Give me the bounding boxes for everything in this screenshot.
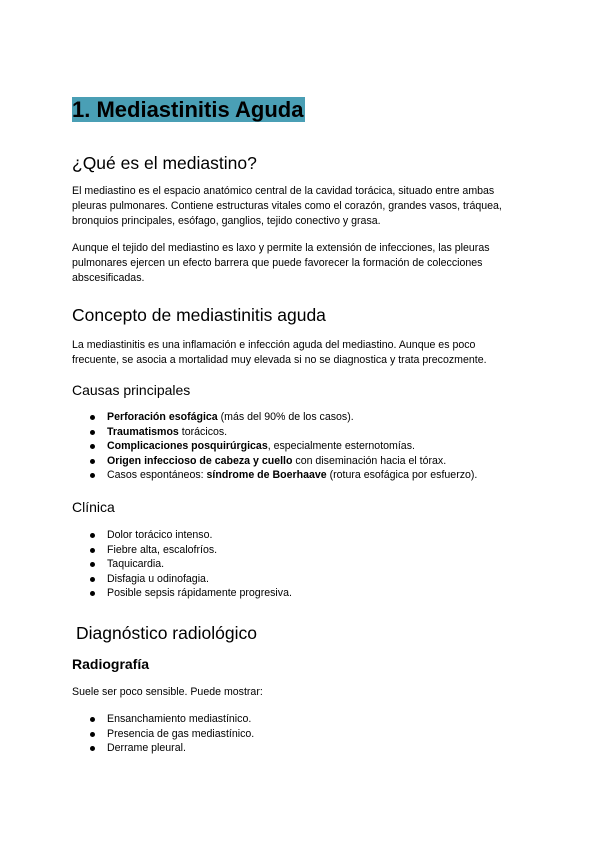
bullet-icon: [90, 746, 95, 751]
list-item: [72, 586, 542, 601]
bullet-icon: [90, 444, 95, 449]
paragraph-line: La mediastinitis es una inflamación e infección aguda del mediastino. Aunque es poco: [72, 339, 476, 351]
list-item: [72, 425, 542, 440]
list-item: [72, 439, 542, 454]
bullet-icon: [90, 717, 95, 722]
list-item: [72, 454, 542, 469]
bullet-icon: [90, 732, 95, 737]
item-text: Fiebre alta, escalofríos.: [107, 543, 218, 556]
paragraph-concepto: [72, 338, 532, 368]
bullet-icon: [90, 430, 95, 435]
paragraph-line: abscesificadas.: [72, 272, 145, 284]
item-text: Taquicardia.: [107, 558, 165, 571]
item-text: , especialmente esternotomías.: [267, 440, 415, 453]
paragraph-radiografia: [72, 685, 532, 700]
item-bold: Traumatismos: [107, 425, 179, 438]
item-bold: Origen infeccioso de cabeza y cuello: [107, 454, 293, 467]
list-item: [72, 468, 542, 483]
bullet-icon: [90, 577, 95, 582]
bullet-icon: [90, 548, 95, 553]
list-item: [72, 572, 542, 587]
paragraph-line: pulmonares ejercen un efecto barrera que puede favorecer la formación de colecciones: [72, 257, 483, 269]
item-text: (más del 90% de los casos).: [217, 411, 354, 423]
clinica-list: [72, 528, 542, 601]
item-text: Disfagia u odinofagia.: [107, 572, 209, 585]
heading-clinica: Clínica: [72, 499, 115, 515]
causas-list: [72, 410, 542, 483]
item-text: Dolor torácico intenso.: [107, 529, 213, 541]
bullet-icon: [90, 473, 95, 478]
item-bold: síndrome de Boerhaave: [206, 469, 327, 482]
radiografia-list: [72, 712, 542, 756]
heading-que-es-mediastino: ¿Qué es el mediastino?: [72, 153, 257, 173]
item-text: Presencia de gas mediastínico.: [107, 727, 255, 740]
document-title: [72, 96, 305, 124]
title-highlight: 1. Mediastinitis Aguda: [72, 97, 304, 122]
paragraph-line: Suele ser poco sensible. Puede mostrar:: [72, 686, 263, 698]
paragraph-line: bronquios principales, esófago, ganglios, tejido conectivo y grasa.: [72, 215, 381, 227]
heading-diagnostico: Diagnóstico radiológico: [76, 623, 257, 643]
list-item: [72, 741, 542, 756]
paragraph-line: Aunque el tejido del mediastino es laxo y permite la extensión de infecciones, las pleuras: [72, 242, 490, 254]
item-text: Derrame pleural.: [107, 742, 186, 755]
paragraph-line: pleuras pulmonares. Contiene estructuras vitales como el corazón, grandes vasos, tráquea,: [72, 200, 502, 212]
item-bold: Perforación esofágica: [107, 411, 218, 423]
heading-concepto: Concepto de mediastinitis aguda: [72, 305, 326, 325]
bullet-icon: [90, 459, 95, 464]
list-item: [72, 528, 542, 543]
list-item: [72, 727, 542, 742]
paragraph-mediastino-definicion: [72, 184, 532, 229]
item-text: torácicos.: [178, 425, 228, 438]
list-item: [72, 410, 542, 425]
item-text: con diseminación hacia el tórax.: [292, 454, 447, 467]
list-item: [72, 557, 542, 572]
item-text: Ensanchamiento mediastínico.: [107, 713, 252, 725]
paragraph-line: frecuente, se asocia a mortalidad muy elevada si no se diagnostica y trata precozmente.: [72, 354, 487, 366]
bullet-icon: [90, 415, 95, 420]
item-prefix: Casos espontáneos:: [107, 469, 207, 482]
heading-causas: Causas principales: [72, 382, 191, 398]
bullet-icon: [90, 591, 95, 596]
paragraph-line: El mediastino es el espacio anatómico central de la cavidad torácica, situado entre ambas: [72, 185, 495, 197]
heading-radiografia: Radiografía: [72, 656, 150, 672]
bullet-icon: [90, 533, 95, 538]
list-item: [72, 712, 542, 727]
item-text: Posible sepsis rápidamente progresiva.: [107, 587, 292, 600]
bullet-icon: [90, 562, 95, 567]
paragraph-mediastino-barrera: [72, 241, 532, 286]
list-item: [72, 543, 542, 558]
item-bold: Complicaciones posquirúrgicas: [107, 440, 268, 453]
item-text: (rotura esofágica por esfuerzo).: [326, 469, 478, 482]
